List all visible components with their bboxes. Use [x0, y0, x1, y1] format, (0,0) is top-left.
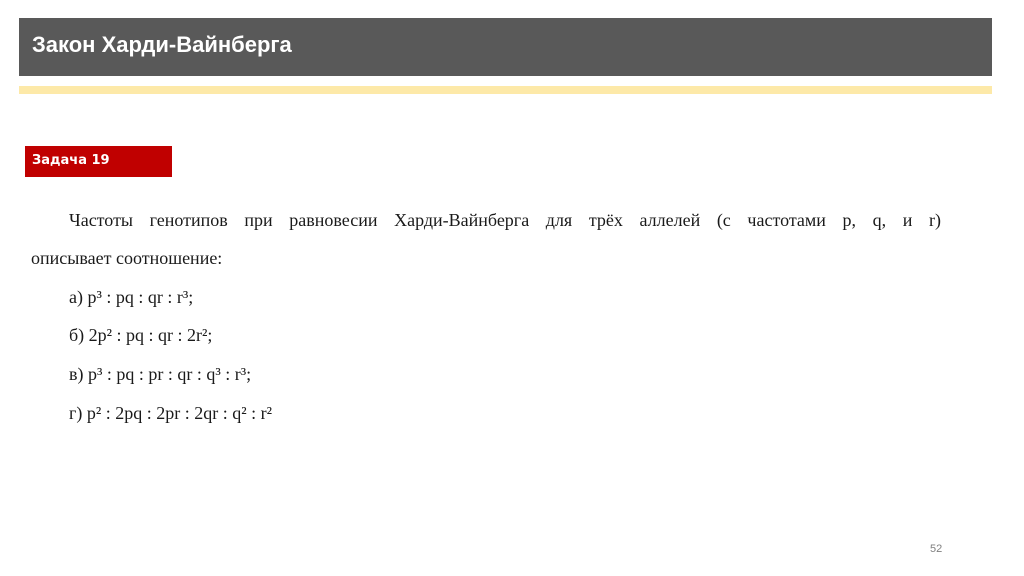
slide-title: Закон Харди-Вайнберга — [32, 32, 292, 57]
answer-option-b: б) 2p² : pq : qr : 2r²; — [69, 325, 213, 345]
task-badge — [25, 146, 172, 177]
title-bar — [19, 18, 992, 76]
answer-option-a: а) p³ : pq : qr : r³; — [69, 287, 194, 307]
question-line-2: описывает соотношение: — [31, 248, 223, 268]
accent-divider — [19, 86, 992, 94]
task-badge-label: Задача 19 — [32, 153, 110, 168]
page-number: 52 — [930, 543, 943, 555]
answer-option-d: г) p² : 2pq : 2pr : 2qr : q² : r² — [69, 403, 273, 423]
question-line-1: Частоты генотипов при равновесии Харди-Вайнберга для трёх аллелей (с частотами p, q, и r) — [69, 210, 941, 230]
answer-option-c: в) p³ : pq : pr : qr : q³ : r³; — [69, 364, 252, 384]
